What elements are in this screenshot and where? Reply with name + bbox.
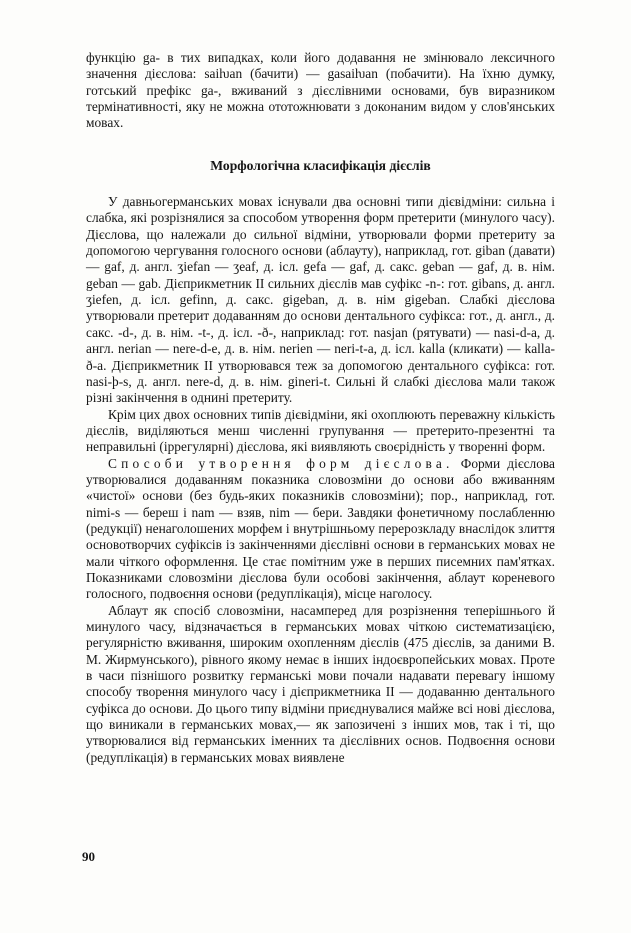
paragraph-conjugation-types: У давньогерманських мовах існували два основні типи дієвідміни: сильна і слабка, які розрізнялися за способом утворення форм претерити (минулого часу). Дієслова, що належали до сильної відміни, утворювали форми претериту за допомогою чергування голосного основи (аблауту), наприклад, гот. giban (давати) — gaf, д. англ. ʒiefan — ʒeaf, д. ісл. gefa — gaf, д. сакс. geban — gaf, д. в. нім. geban — gab. Дієприкметник II сильних дієслів мав суфікс -n-: гот. gibans, д. англ. ʒiefen, д. ісл. gefinn, д. сакс. gigeban, д. в. нім gigeban. Слабкі дієслова утворювали претерит додаванням до основи дентального суфікса: гот., д. англ., д. сакс. -d-, д. в. нім. -t-, д. ісл. -ð-, наприклад: гот. nasjan (рятувати) — nasi-d-a, д. англ. nerian — nere-d-e, д. в. нім. nerien — neri-t-a, д. ісл. kalla (кликати) — kalla-ð-a. Дієприкметник II утворювався теж за допомогою дентального суфікса: гот. nasi-þ-s, д. англ. nere-d, д. в. нім. gineri-t. Сильні й слабкі дієслова мали також різні закінчення в однині претериту. [86, 194, 555, 406]
paragraph-minor-groups: Крім цих двох основних типів дієвідміни, які охоплюють переважну кількість дієслів, виділяються менш численні групування — претерито-презентні та неправильні (іррегулярні) дієслова, які виявляють своєрідність у творенні форм. [86, 406, 555, 455]
page-body [86, 50, 555, 766]
paragraph-intro: функцію ga- в тих випадках, коли його додавання не змінювало лексичного значення дієслова: saiƕan (бачити) — gasaiƕan (побачити). На їхню думку, готський префікс ga-, вживаний з дієслівними основами, був виразником термінативності, яку не можна ототожнювати з доконаним видом у слов'янських мовах. [86, 50, 555, 131]
page-number: 90 [82, 849, 95, 864]
paragraph-verb-forms: Способи утворення форм дієслова. Форми дієслова утворювалися додаванням показника словозміни до основи або вживанням «чистої» основи (без будь-яких показників словозміни); пор., наприклад, гот. nimi-s — береш і nam — взяв, nim — бери. Завдяки фонетичному послабленню (редукції) ненаголошених морфем і внутрішньому перерозкладу внаслідок злиття основотворчих суфіксів із закінченнями дієслівні основи в германських мовах не мали чіткого оформлення. Це стає помітним уже в перших писемних пам'ятках. Показниками словозміни дієслова були особові закінчення, аблаут кореневого голосного, подвоєння основи (редуплікація), місце наголосу. [86, 455, 555, 602]
paragraph-ablaut: Аблаут як спосіб словозміни, насамперед для розрізнення теперішнього й минулого часу, відзначається в германських мовах чіткою систематизацією, регулярністю вживання, широким охопленням дієслів (475 дієслів, за даними В. М. Жирмунського), рівного якому немає в інших індоєвропейських мовах. Проте в часи пізнішого розвитку германські мови почали надавати перевагу іншому способу творення минулого часу і дієприкметника II — додаванню дентального суфікса до основи. До цього типу відміни приєднувалися майже всі нові дієслова, що виникали в германських мовах,— як запозичені з інших мов, так і ті, що утворювалися від германських іменних та дієслівних основ. Подвоєння основи (редуплікація) в германських мовах виявлене [86, 602, 555, 765]
section-heading: Морфологічна класифікація дієслів [210, 157, 431, 173]
section-lead: Способи утворення форм дієслова. [108, 455, 454, 471]
